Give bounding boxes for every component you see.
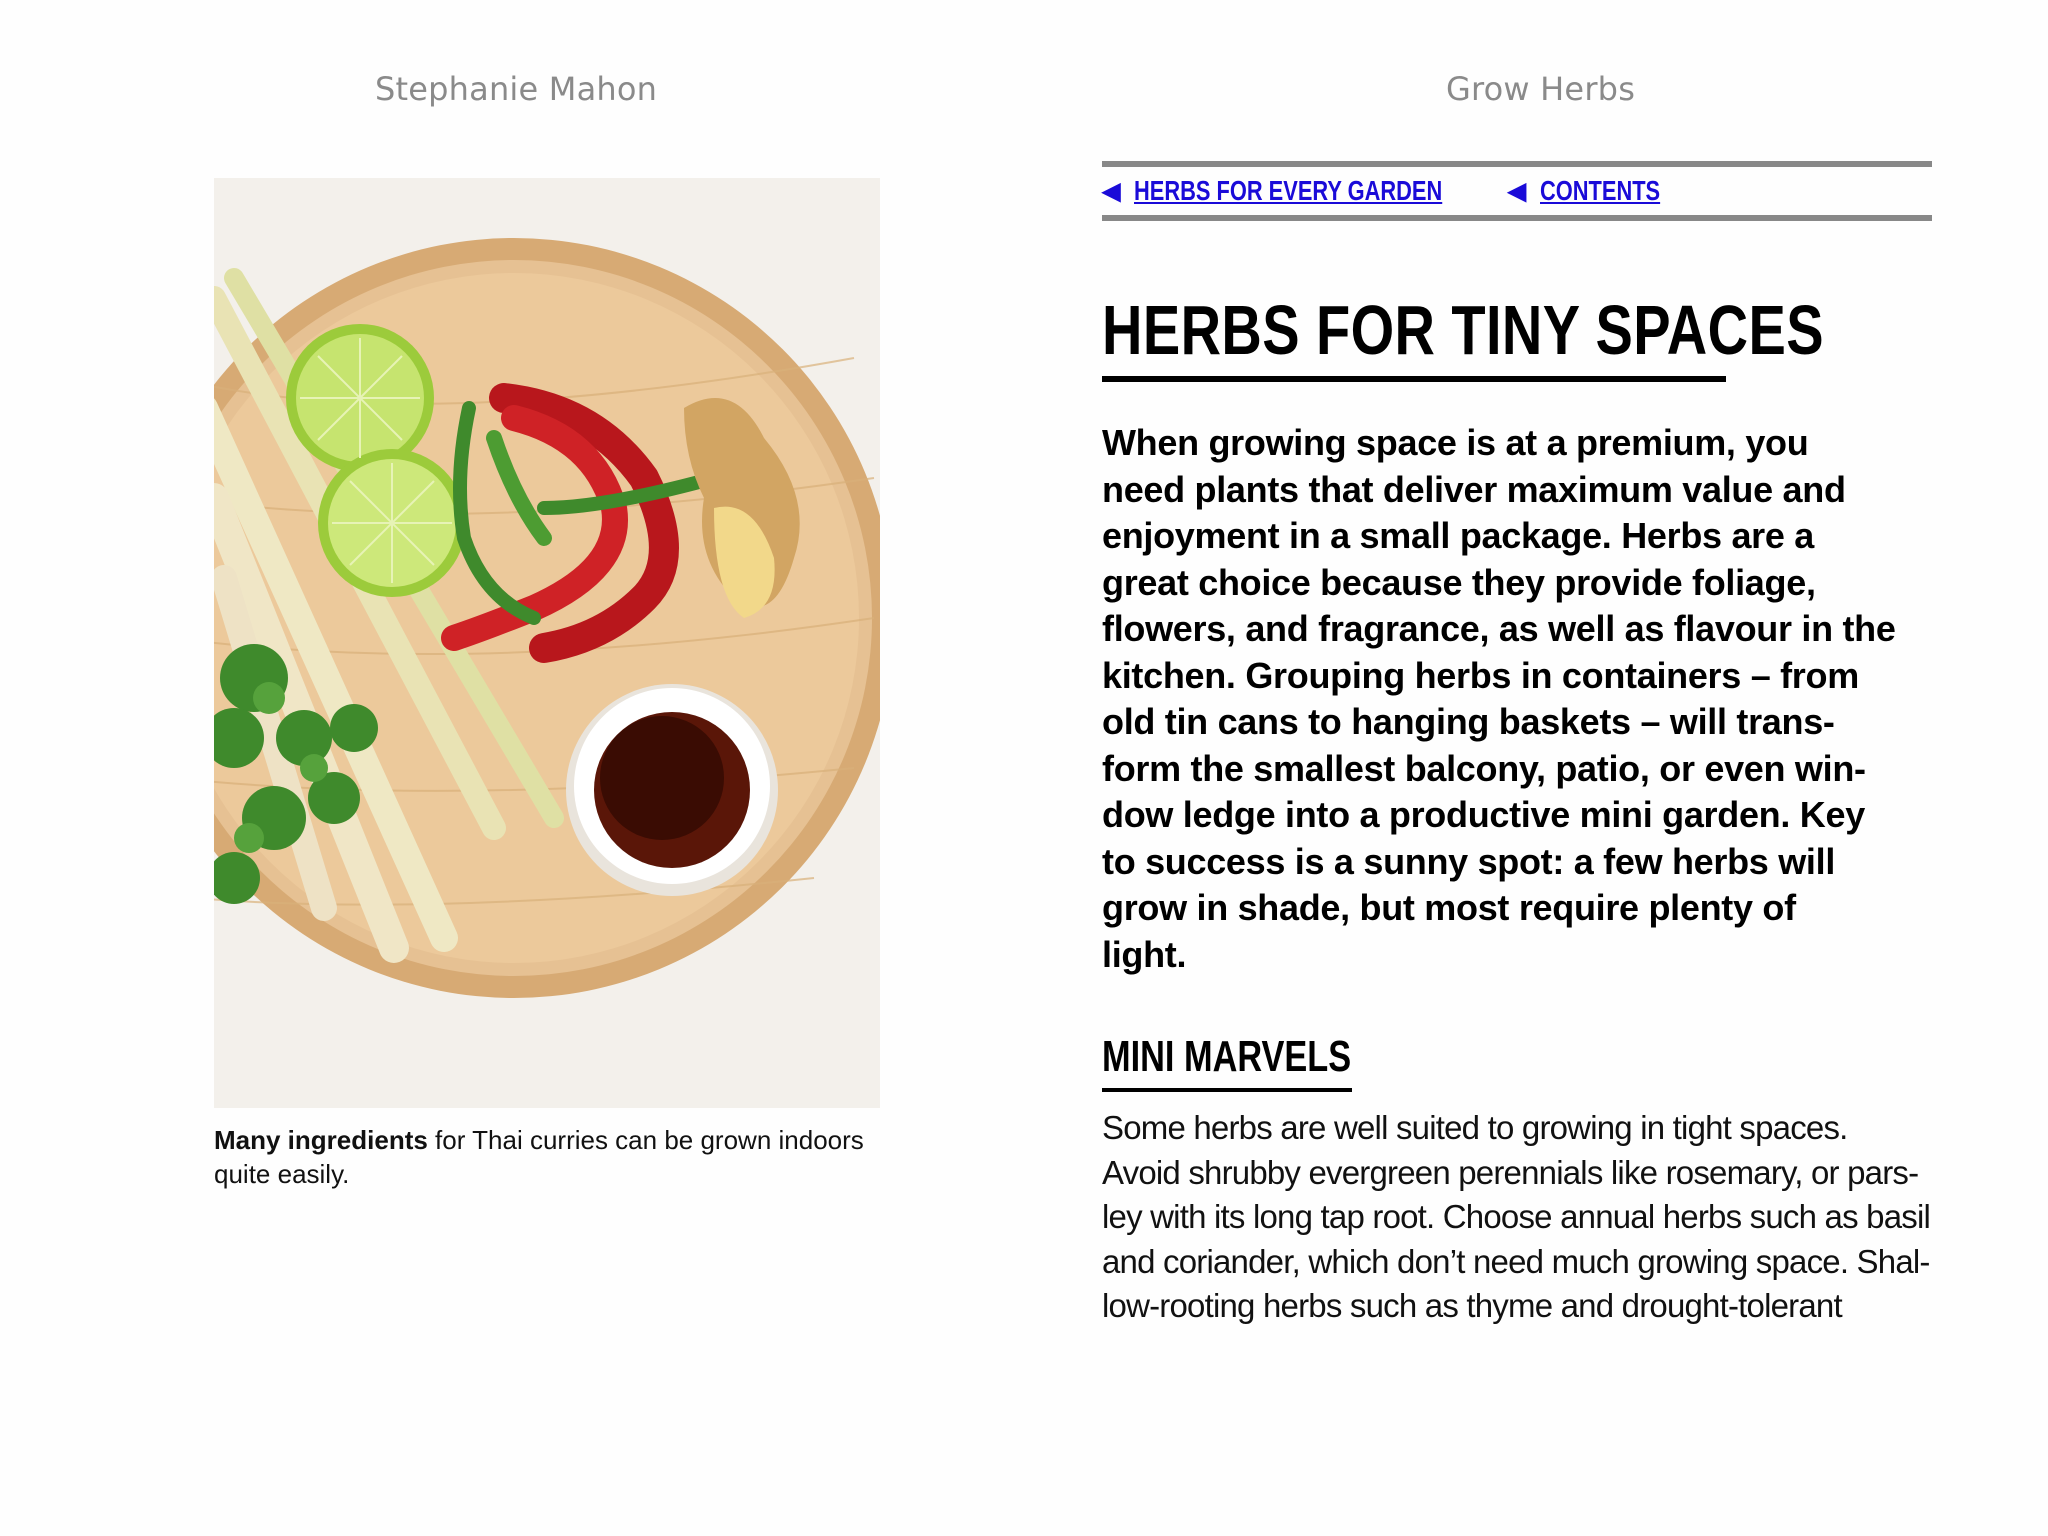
photo-caption bbox=[214, 1123, 894, 1191]
body-line: Some herbs are well suited to growing in tight spaces. bbox=[1102, 1109, 1848, 1146]
lead-line: great choice because they provide foliage, bbox=[1102, 561, 1816, 603]
book-title-header: Grow Herbs bbox=[1446, 70, 1636, 108]
author-header: Stephanie Mahon bbox=[375, 70, 658, 108]
lead-line: grow in shade, but most require plenty of bbox=[1102, 887, 1796, 928]
link-contents[interactable]: CONTENTS bbox=[1540, 175, 1661, 206]
caption-bold: Many ingredients bbox=[214, 1125, 428, 1155]
lead-line: When growing space is at a premium, you bbox=[1102, 422, 1809, 463]
lead-line: need plants that deliver maximum value and bbox=[1102, 468, 1846, 510]
body-line: Avoid shrubby evergreen perennials like rosemary, or pars- bbox=[1102, 1153, 1919, 1191]
lead-line: flowers, and fragrance, as well as flavour in the bbox=[1102, 608, 1896, 649]
link-herbs-for-every-garden[interactable]: HERBS FOR EVERY GARDEN bbox=[1134, 175, 1443, 206]
back-arrow-icon: ◀ bbox=[1507, 177, 1527, 205]
lead-paragraph bbox=[1102, 420, 1932, 978]
lead-line: light. bbox=[1102, 933, 1187, 975]
body-line: and coriander, which don’t need much growing space. Shal- bbox=[1102, 1242, 1930, 1280]
back-arrow-icon: ◀ bbox=[1102, 177, 1121, 205]
section-title: HERBS FOR TINY SPACES bbox=[1102, 291, 1824, 369]
photo-thai-ingredients bbox=[214, 178, 880, 1108]
body-paragraph bbox=[1102, 1106, 1938, 1329]
lead-line: kitchen. Grouping herbs in containers – from bbox=[1102, 654, 1859, 696]
lead-line: form the smallest balcony, patio, or even win- bbox=[1102, 747, 1866, 789]
lead-line: to success is a sunny spot: a few herbs will bbox=[1102, 840, 1836, 882]
subheading-underline bbox=[1102, 1088, 1352, 1092]
caption-text: for Thai curries can be grown indoors quite easily. bbox=[214, 1125, 864, 1189]
lead-line: old tin cans to hanging baskets – will trans- bbox=[1102, 701, 1835, 742]
chapter-nav bbox=[1102, 161, 1932, 221]
body-line: low-rooting herbs such as thyme and drought-tolerant bbox=[1102, 1287, 1842, 1324]
body-line: ley with its long tap root. Choose annual herbs such as basil bbox=[1102, 1198, 1931, 1235]
title-underline bbox=[1102, 376, 1726, 382]
lead-line: dow ledge into a productive mini garden. Key bbox=[1102, 794, 1865, 835]
subheading-mini-marvels: MINI MARVELS bbox=[1102, 1032, 1352, 1081]
lead-line: enjoyment in a small package. Herbs are a bbox=[1102, 515, 1815, 556]
